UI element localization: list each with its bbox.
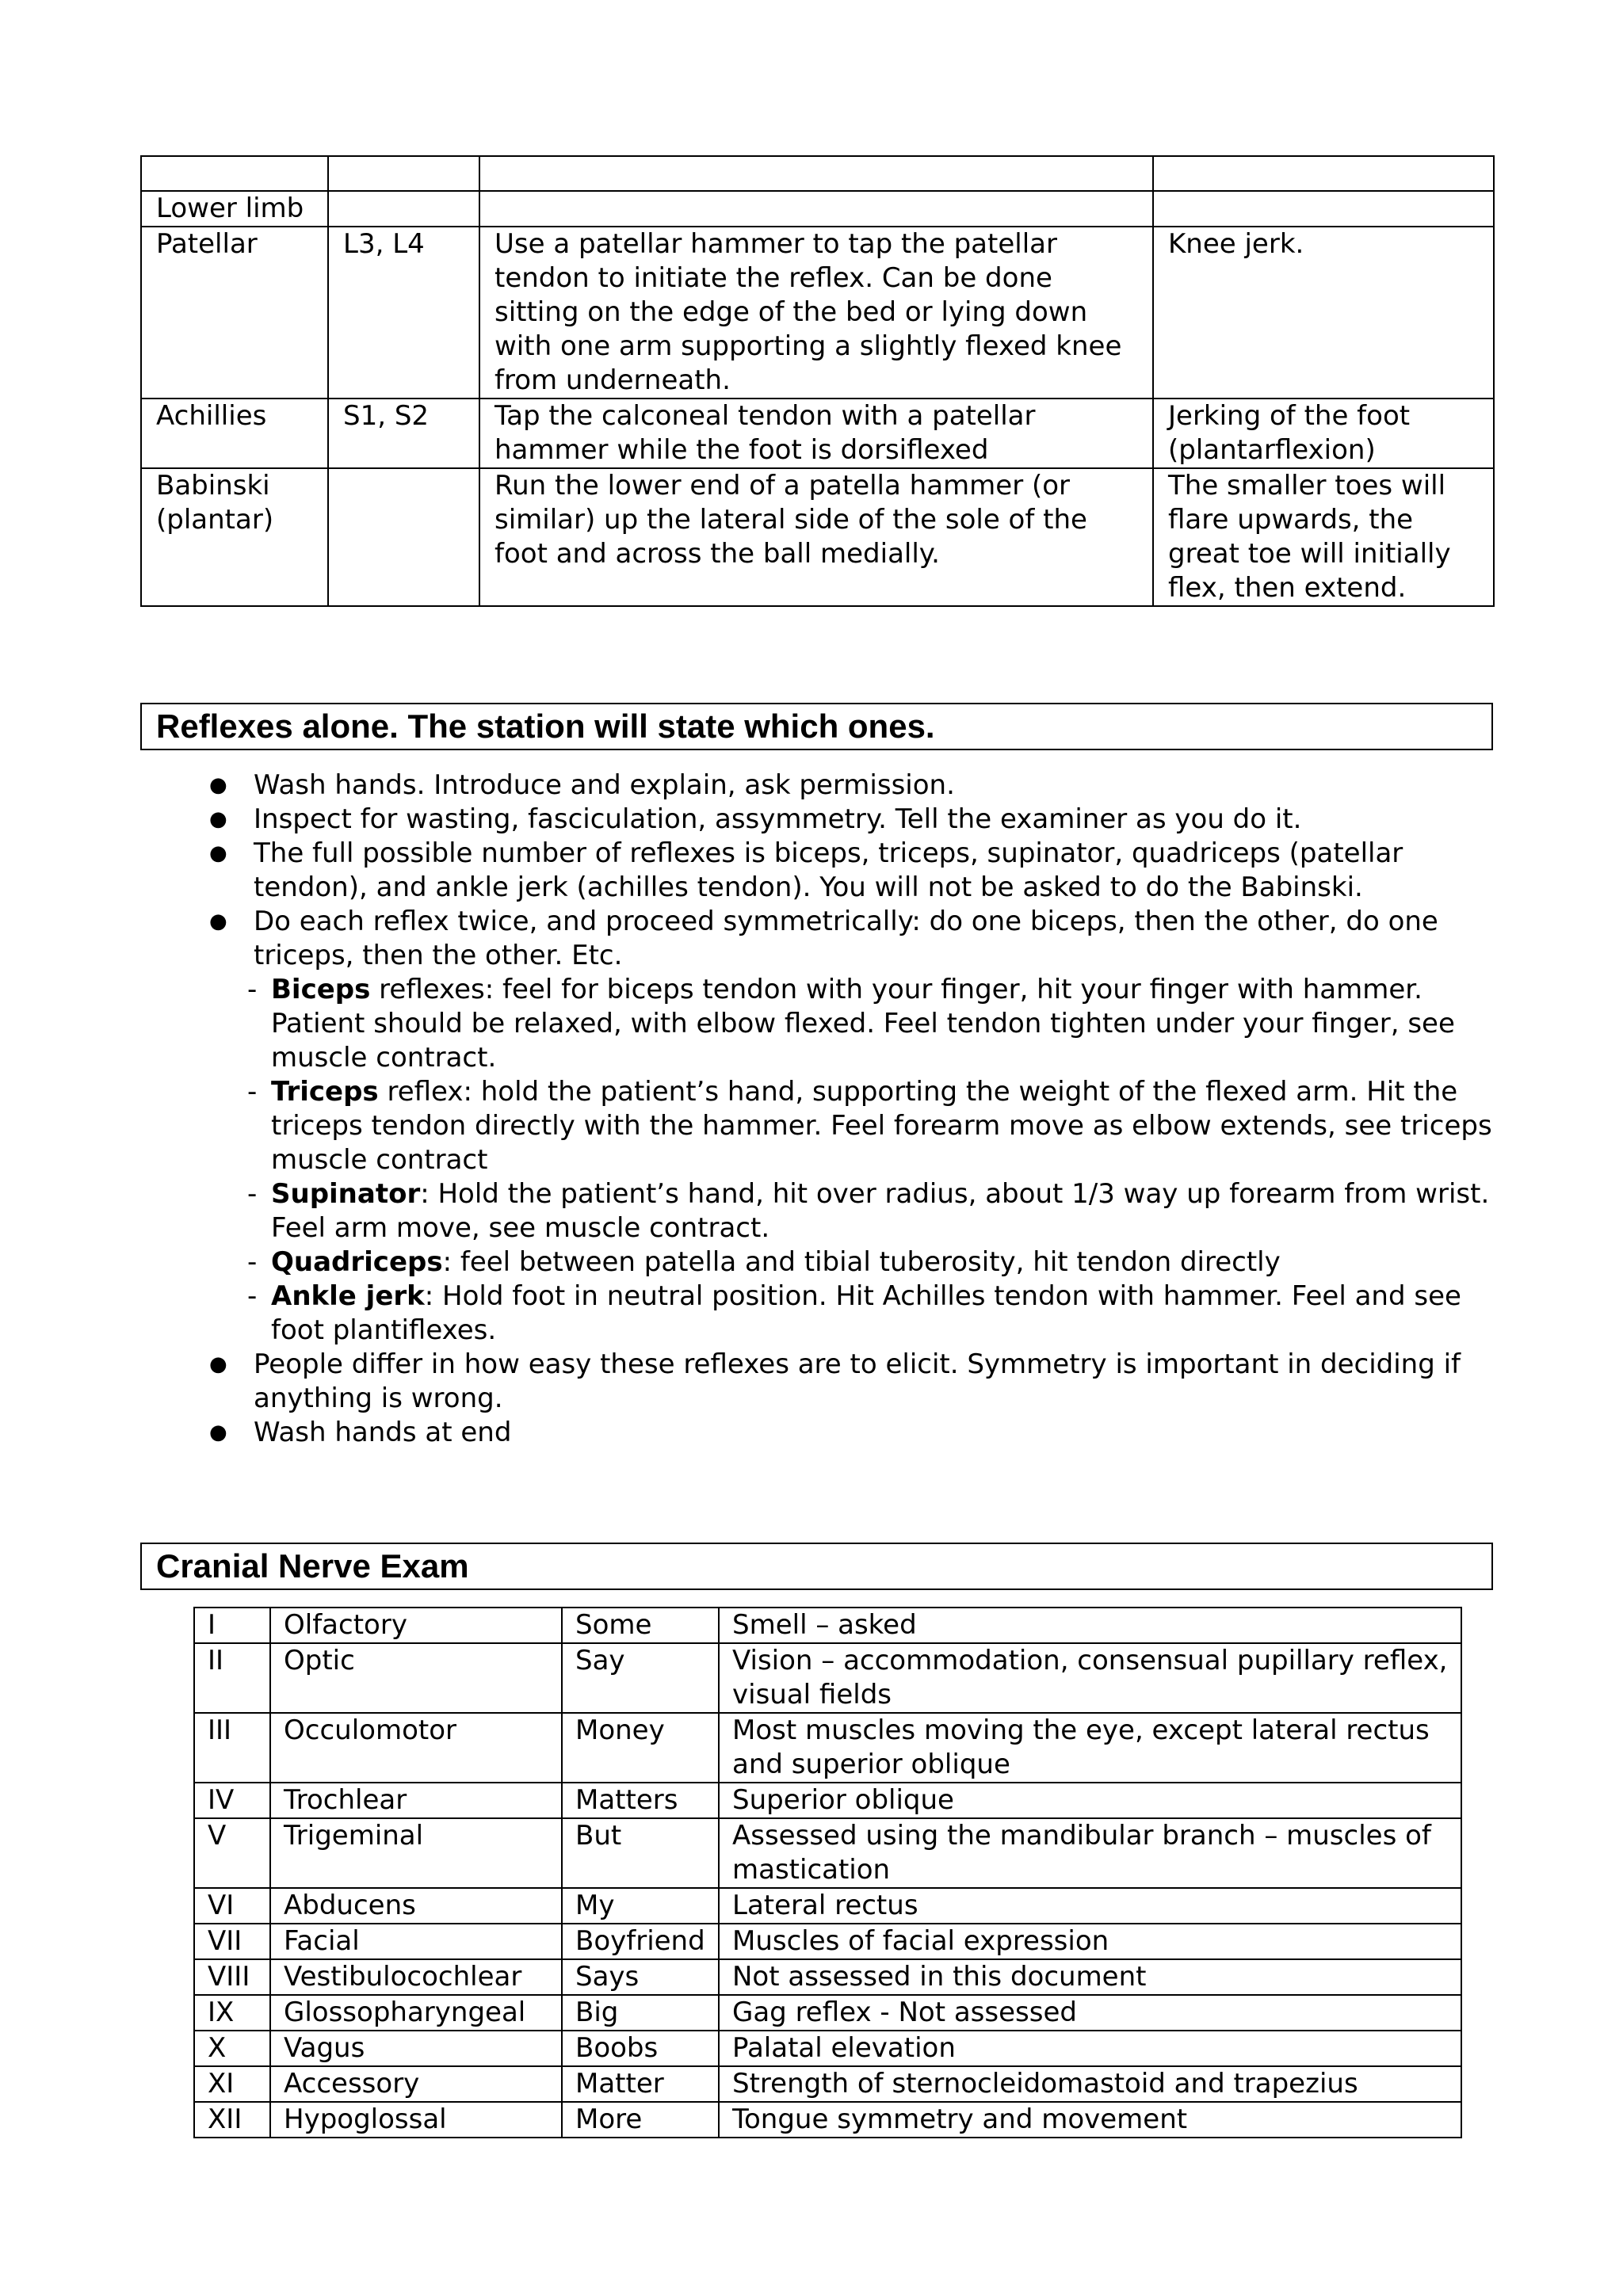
table-cell: Says — [562, 1959, 719, 1995]
table-cell — [328, 468, 479, 606]
table-cell: Abducens — [270, 1888, 562, 1924]
table-cell: Tap the calconeal tendon with a patellar hammer while the foot is dorsiflexed — [479, 399, 1153, 468]
table-cell: Tongue symmetry and movement — [719, 2102, 1461, 2138]
list-item: ● Wash hands at end — [209, 1417, 512, 1448]
table-cell: Patellar — [141, 227, 328, 399]
table-row — [141, 399, 1494, 468]
table-cell: Smell – asked — [719, 1608, 1461, 1643]
table-cell: IX — [194, 1995, 270, 2031]
table-cell: Vagus — [270, 2031, 562, 2066]
table-row — [141, 191, 1494, 227]
table-cell: XII — [194, 2102, 270, 2138]
table-cell: Facial — [270, 1924, 562, 1959]
bullet-icon: ● — [209, 910, 227, 933]
table-cell: Boobs — [562, 2031, 719, 2066]
table-row — [194, 1783, 1461, 1818]
table-row — [194, 2066, 1461, 2102]
table-cell: Run the lower end of a patella hammer (or similar) up the lateral side of the sole of the foot and across the ball medially. — [479, 468, 1153, 606]
list-item: ● Inspect for wasting, fasciculation, assymmetry. Tell the examiner as you do it. — [209, 803, 1302, 835]
table-cell: Matters — [562, 1783, 719, 1818]
table-cell: Use a patellar hammer to tap the patellar tendon to initiate the reflex. Can be done sitting on the edge of the bed or lying down with one arm supporting a slightly flexed knee from underneath. — [479, 227, 1153, 399]
table-cell: Glossopharyngeal — [270, 1995, 562, 2031]
table-cell: XI — [194, 2066, 270, 2102]
table-cell: Palatal elevation — [719, 2031, 1461, 2066]
table-row — [194, 1713, 1461, 1783]
table-cell: Babinski (plantar) — [141, 468, 328, 606]
table-row — [141, 227, 1494, 399]
table-row — [194, 1818, 1461, 1888]
table-cell: More — [562, 2102, 719, 2138]
table-row — [194, 1888, 1461, 1924]
table-cell: S1, S2 — [328, 399, 479, 468]
table-cell: Gag reflex - Not assessed — [719, 1995, 1461, 2031]
table-cell: Olfactory — [270, 1608, 562, 1643]
table-cell: Occulomotor — [270, 1713, 562, 1783]
table-cell — [479, 156, 1153, 191]
reflexes-bullet-list — [198, 769, 1498, 1450]
table-row — [194, 1924, 1461, 1959]
table-cell: Lateral rectus — [719, 1888, 1461, 1924]
table-cell: Matter — [562, 2066, 719, 2102]
list-item: ● People differ in how easy these reflexes are to elicit. Symmetry is important in deciding if anything is wrong. — [209, 1348, 1461, 1414]
table-row — [141, 468, 1494, 606]
table-cell: Hypoglossal — [270, 2102, 562, 2138]
sub-item-quadriceps: - Quadriceps: feel between patella and tibial tuberosity, hit tendon directly — [247, 1246, 1281, 1278]
section-title-cranial-nerves: Cranial Nerve Exam — [140, 1543, 1493, 1590]
table-cell: Knee jerk. — [1153, 227, 1494, 399]
table-cell: Strength of sternocleidomastoid and trapezius — [719, 2066, 1461, 2102]
bullet-icon: ● — [209, 773, 227, 797]
table-cell: Muscles of facial expression — [719, 1924, 1461, 1959]
table-cell: Big — [562, 1995, 719, 2031]
table-cell: Trochlear — [270, 1783, 562, 1818]
sub-item-biceps: - Biceps reflexes: feel for biceps tendon with your finger, hit your finger with hammer. Patient should be relaxed, with elbow flexed. Feel tendon tighten under your finger, see muscle contract. — [247, 974, 1455, 1074]
table-cell: Some — [562, 1608, 719, 1643]
table-cell: X — [194, 2031, 270, 2066]
sub-item-supinator: - Supinator: Hold the patient’s hand, hit over radius, about 1/3 way up forearm from wrist. Feel arm move, see muscle contract. — [247, 1178, 1490, 1244]
table-cell: VI — [194, 1888, 270, 1924]
table-cell: Boyfriend — [562, 1924, 719, 1959]
table-cell: V — [194, 1818, 270, 1888]
table-cell: Vestibulocochlear — [270, 1959, 562, 1995]
table-cell: Accessory — [270, 2066, 562, 2102]
table-cell: Assessed using the mandibular branch – muscles of mastication — [719, 1818, 1461, 1888]
sub-item-ankle-jerk: - Ankle jerk: Hold foot in neutral position. Hit Achilles tendon with hammer. Feel and see foot plantiflexes. — [247, 1280, 1461, 1346]
cranial-nerve-table — [193, 1607, 1462, 2138]
table-row — [194, 1959, 1461, 1995]
list-item: ● The full possible number of reflexes is biceps, triceps, supinator, quadriceps (patellar tendon), and ankle jerk (achilles tendon). You will not be asked to do the Babinski. — [209, 837, 1403, 903]
bullet-icon: ● — [209, 1352, 227, 1376]
table-cell — [479, 191, 1153, 227]
table-cell: Not assessed in this document — [719, 1959, 1461, 1995]
lower-limb-reflex-table — [140, 155, 1495, 607]
table-cell: Vision – accommodation, consensual pupillary reflex, visual fields — [719, 1643, 1461, 1713]
table-cell: III — [194, 1713, 270, 1783]
table-row — [141, 156, 1494, 191]
table-cell: VII — [194, 1924, 270, 1959]
table-cell: Optic — [270, 1643, 562, 1713]
table-row — [194, 2031, 1461, 2066]
table-cell: II — [194, 1643, 270, 1713]
table-cell: Superior oblique — [719, 1783, 1461, 1818]
bullet-icon: ● — [209, 807, 227, 831]
table-cell: Say — [562, 1643, 719, 1713]
table-row — [194, 1643, 1461, 1713]
table-cell — [1153, 156, 1494, 191]
table-cell: The smaller toes will flare upwards, the great toe will initially flex, then extend. — [1153, 468, 1494, 606]
table-cell: L3, L4 — [328, 227, 479, 399]
table-cell: Jerking of the foot (plantarflexion) — [1153, 399, 1494, 468]
table-cell: Achillies — [141, 399, 328, 468]
section-title-reflexes: Reflexes alone. The station will state which ones. — [140, 703, 1493, 750]
table-row — [194, 1995, 1461, 2031]
table-cell: But — [562, 1818, 719, 1888]
sub-item-triceps: - Triceps reflex: hold the patient’s hand, supporting the weight of the flexed arm. Hit the triceps tendon directly with the hammer. Feel forearm move as elbow extends, see triceps muscle contract — [247, 1076, 1492, 1176]
list-item: ● Do each reflex twice, and proceed symmetrically: do one biceps, then the other, do one triceps, then the other. Etc. — [209, 906, 1438, 971]
table-cell: Lower limb — [141, 191, 328, 227]
table-row — [194, 2102, 1461, 2138]
table-cell — [1153, 191, 1494, 227]
table-cell — [328, 156, 479, 191]
bullet-icon: ● — [209, 841, 227, 865]
table-cell: Money — [562, 1713, 719, 1783]
table-cell: IV — [194, 1783, 270, 1818]
table-cell: Trigeminal — [270, 1818, 562, 1888]
bullet-icon: ● — [209, 1421, 227, 1444]
table-row — [194, 1608, 1461, 1643]
table-cell: Most muscles moving the eye, except lateral rectus and superior oblique — [719, 1713, 1461, 1783]
table-cell: My — [562, 1888, 719, 1924]
table-cell — [328, 191, 479, 227]
table-cell: I — [194, 1608, 270, 1643]
list-item: ● Wash hands. Introduce and explain, ask permission. — [209, 769, 955, 801]
table-cell — [141, 156, 328, 191]
table-cell: VIII — [194, 1959, 270, 1995]
